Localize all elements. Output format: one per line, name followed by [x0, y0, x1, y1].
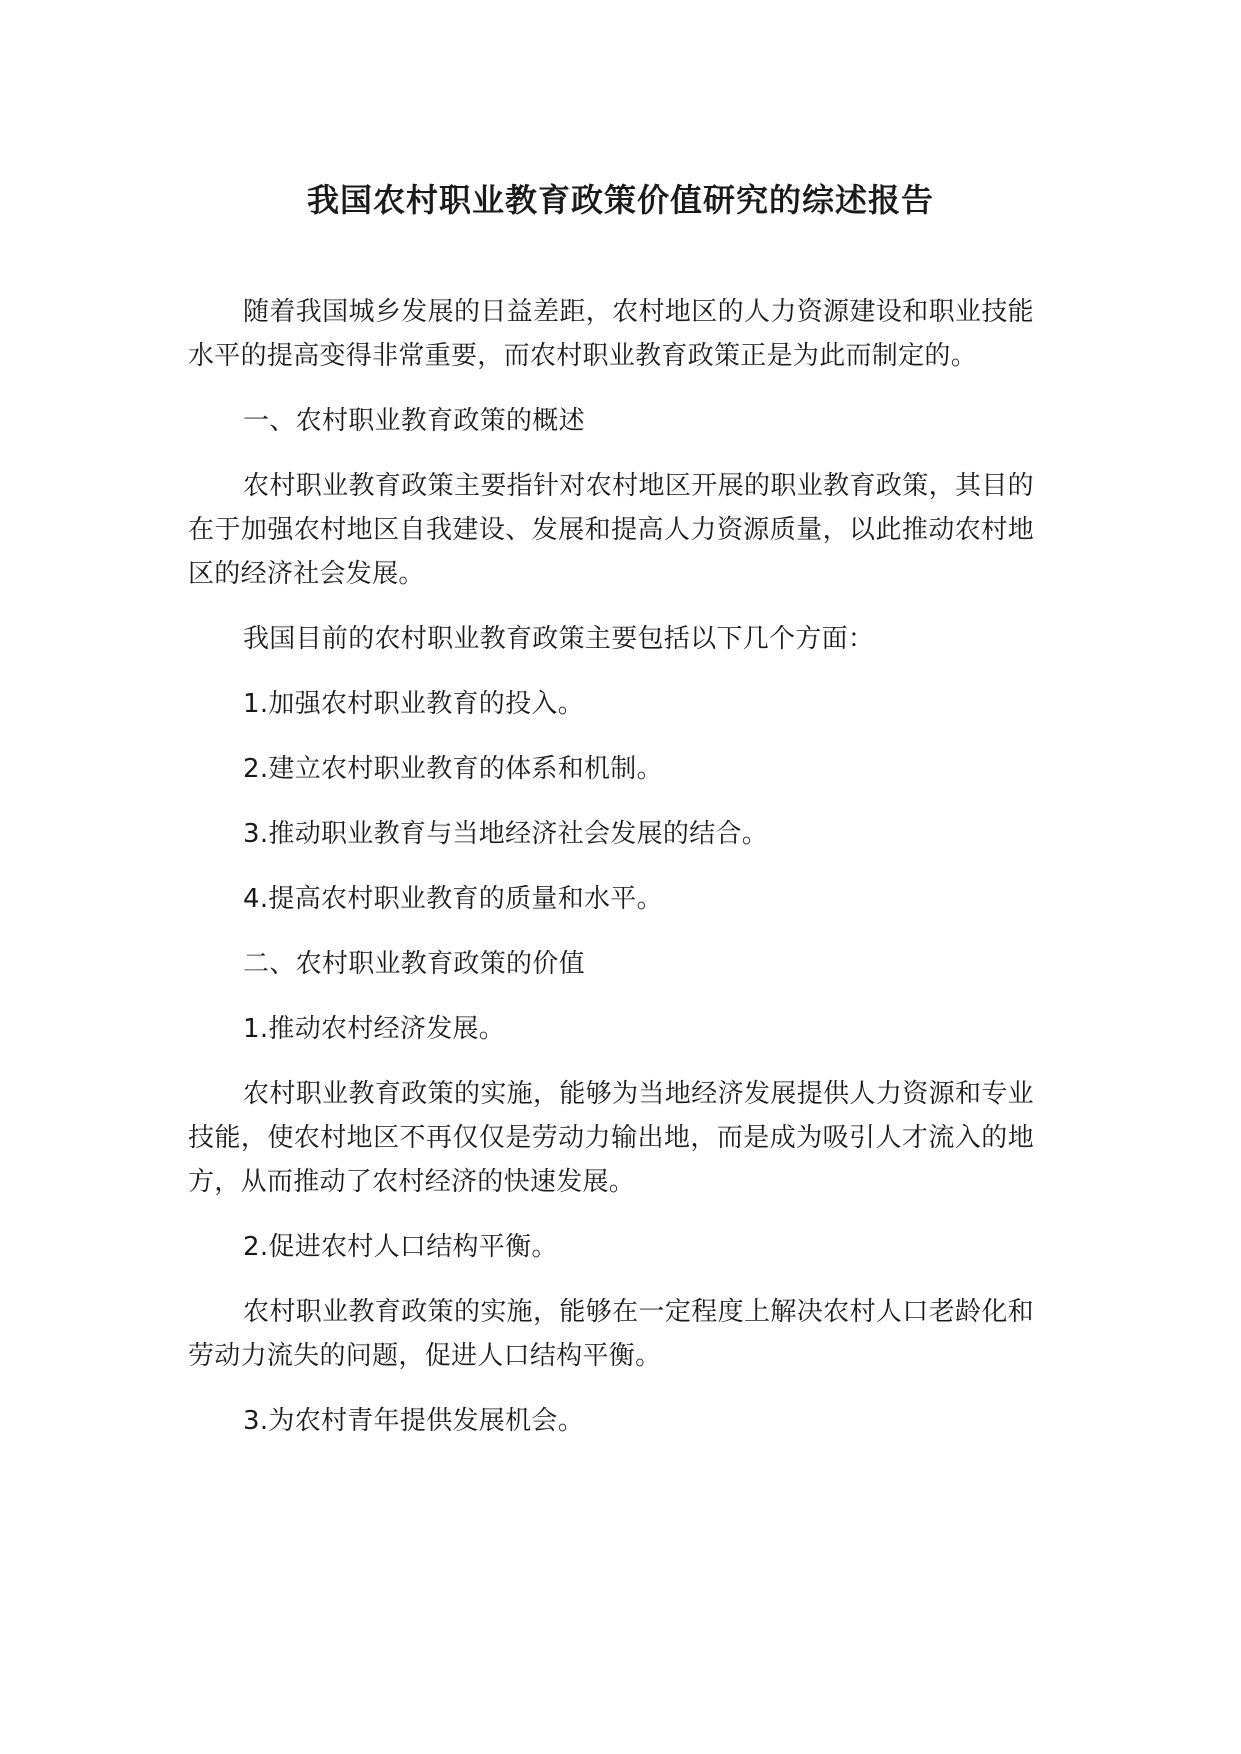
- paragraph-policy-aspects-intro: 我国目前的农村职业教育政策主要包括以下几个方面：: [243, 624, 875, 654]
- value-paragraph-1: 农村职业教育政策的实施，能够为当地经济发展提供人力资源和专业技能，使农村地区不再仅仅是劳动力输出地，而是成为吸引人才流入的地方，从而推动了农村经济的快速发展。: [188, 1079, 1034, 1197]
- value-heading-2: 2.促进农村人口结构平衡。: [243, 1232, 558, 1262]
- list-item-aspect-3: 3.推动职业教育与当地经济社会发展的结合。: [243, 819, 769, 849]
- list-item-aspect-2: 2.建立农村职业教育的体系和机制。: [243, 754, 663, 784]
- list-item-aspect-4: 4.提高农村职业教育的质量和水平。: [243, 884, 663, 914]
- section-heading-value: 二、农村职业教育政策的价值: [243, 949, 585, 979]
- document-title: 我国农村职业教育政策价值研究的综述报告: [306, 181, 934, 219]
- value-paragraph-2: 农村职业教育政策的实施，能够在一定程度上解决农村人口老龄化和劳动力流失的问题，促进人口结构平衡。: [188, 1297, 1034, 1371]
- paragraph-intro: 随着我国城乡发展的日益差距，农村地区的人力资源建设和职业技能水平的提高变得非常重要，而农村职业教育政策正是为此而制定的。: [188, 297, 1034, 371]
- value-heading-3: 3.为农村青年提供发展机会。: [243, 1406, 585, 1436]
- value-heading-1: 1.推动农村经济发展。: [243, 1014, 506, 1044]
- document-body: [188, 290, 1034, 1464]
- section-heading-overview: 一、农村职业教育政策的概述: [243, 406, 585, 436]
- list-item-aspect-1: 1.加强农村职业教育的投入。: [243, 689, 585, 719]
- paragraph-overview: 农村职业教育政策主要指针对农村地区开展的职业教育政策，其目的在于加强农村地区自我建设、发展和提高人力资源质量，以此推动农村地区的经济社会发展。: [188, 471, 1034, 589]
